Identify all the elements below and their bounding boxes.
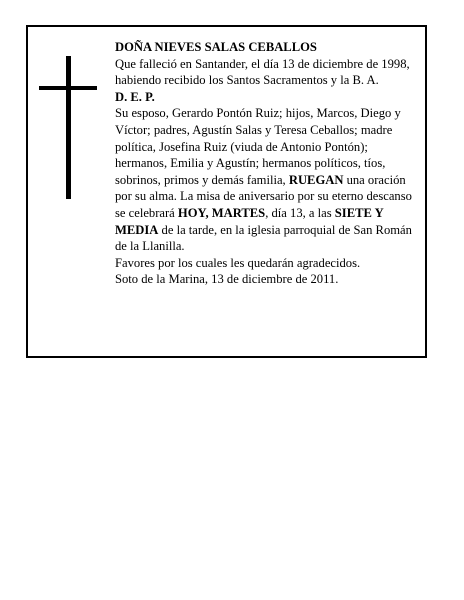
obituary-text <box>115 39 419 288</box>
place-date-line: Soto de la Marina, 13 de diciembre de 2011. <box>115 272 339 287</box>
request-text-2: , día 13, a las <box>265 205 335 220</box>
request-text-3: de la tarde, en la iglesia parroquial de San Román de la Llanilla. <box>115 222 412 254</box>
death-statement: Que falleció en Santander, el día 13 de diciembre de 1998, habiendo recibido los Santos Sacramentos y la B. A. <box>115 56 410 88</box>
request-text-1: una oración por su alma. La misa de aniversario por su eterno descanso se celebrará <box>115 172 412 220</box>
family-paragraph <box>115 105 419 254</box>
mass-time: SIETE Y MEDIA <box>115 205 384 237</box>
deceased-name: DOÑA NIEVES SALAS CEBALLOS <box>115 40 317 54</box>
request-verb: RUEGAN <box>288 172 344 187</box>
thanks-line: Favores por los cuales les quedarán agradecidos. <box>115 255 361 270</box>
family-list: Su esposo, Gerardo Pontón Ruiz; hijos, Marcos, Diego y Víctor; padres, Agustín Salas y Teresa Ceballos; madre política, Josefina Ruiz (viuda de Antonio Pontón); hermanos, Emilia y Agustín; hermanos políticos, tíos, sobrinos, primos y demás familia, <box>115 106 401 187</box>
rip-line: D. E. P. <box>115 89 155 104</box>
cross-icon-bar <box>39 86 97 90</box>
cross-icon <box>66 56 71 199</box>
mass-day: HOY, MARTES <box>177 205 266 220</box>
obituary-notice <box>26 25 427 358</box>
